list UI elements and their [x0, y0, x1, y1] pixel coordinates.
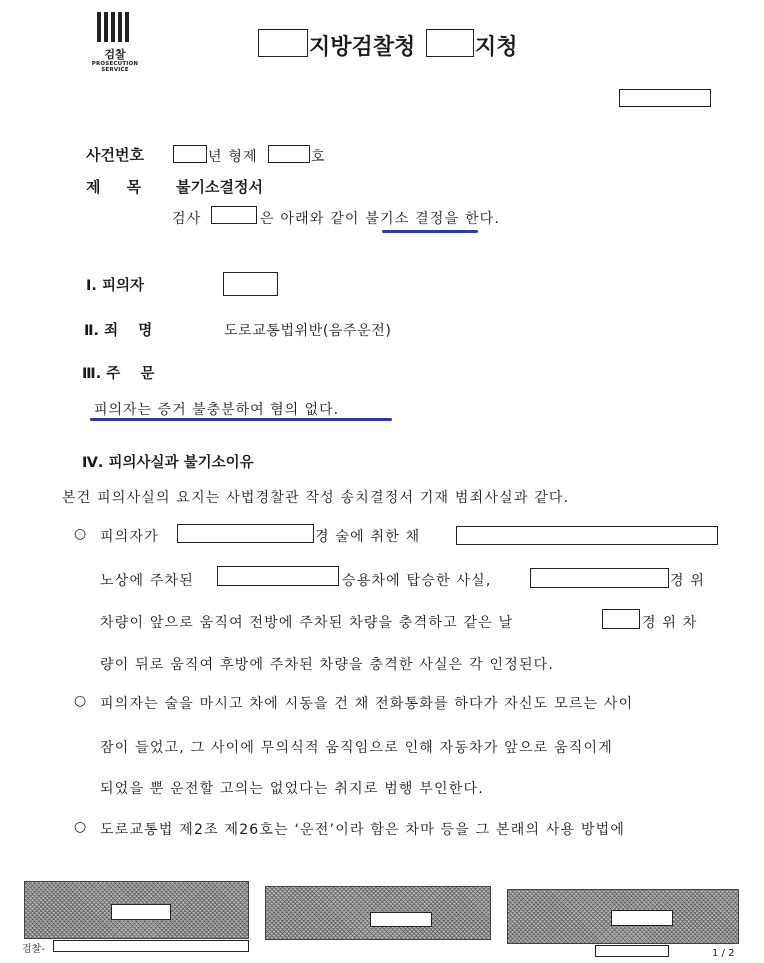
redacted-case-no: [268, 145, 310, 163]
redacted-suspect-name: [223, 272, 278, 296]
p2-text-b: 잠이 들었고, 그 사이에 무의식적 움직임으로 인해 자동차가 앞으로 움직이게: [100, 740, 613, 756]
redacted-doc-id: [619, 89, 711, 107]
seal-stamp-2: [265, 886, 491, 940]
case-number-label: 사건번호: [86, 146, 144, 164]
intro-paragraph: 본건 피의사실의 요지는 사법경찰관 작성 송치결정서 기재 범죄사실과 같다.: [62, 490, 570, 506]
decision-line: 은 아래와 같이 불기소 결정을 한다.: [260, 211, 501, 227]
prosecutor-label: 검사: [172, 211, 202, 227]
p1-text-b: 경 술에 취한 채: [315, 529, 421, 545]
redacted-branch: [426, 29, 474, 57]
p2-text-c: 되었을 뿐 운전할 고의는 없었다는 취지로 범행 부인한다.: [100, 781, 484, 797]
p3-text-a: 도로교통법 제2조 제26호는 ‘운전’이라 함은 차마 등을 그 본래의 사용 방법에: [100, 822, 626, 838]
suspect-heading: Ⅰ. 피의자: [86, 278, 144, 294]
seal-stamp-3: [507, 889, 739, 944]
p2-text-a: 피의자는 술을 마시고 차에 시동을 건 채 전화통화를 하다가 자신도 모르는 사이: [100, 696, 634, 712]
redacted-prosecutor: [211, 206, 257, 224]
order-value: 피의자는 증거 불충분하여 혐의 없다.: [94, 402, 340, 418]
p1-text-h: 량이 뒤로 움직여 후방에 주차된 차량을 충격한 사실은 각 인정된다.: [100, 657, 555, 673]
logo-name-en: PROSECUTION SERVICE: [91, 61, 139, 73]
redacted-year: [173, 145, 207, 163]
redacted-seal-2: [370, 912, 432, 927]
title-district-office: 지방검찰청: [309, 35, 416, 60]
case-year-suffix: 년 형제: [208, 149, 258, 165]
logo-name-ko: 검찰: [104, 48, 126, 61]
redacted-date-1: [177, 524, 314, 543]
footer-prefix: 검찰-: [22, 944, 45, 955]
p1-text-f: 차량이 앞으로 움직여 전방에 주차된 차량을 충격하고 같은 날: [100, 615, 514, 631]
p1-text-c: 노상에 주차된: [100, 573, 194, 589]
redacted-vehicle-1: [217, 566, 339, 586]
order-heading: Ⅲ. 주 문: [82, 366, 155, 382]
seal-stamp-1: [24, 881, 249, 939]
page-number: 1 / 2: [712, 948, 735, 959]
prosecution-logo: [82, 12, 148, 73]
redacted-seal-1: [111, 904, 171, 920]
case-no-suffix: 호: [311, 149, 326, 165]
p1-text-e: 경 위: [670, 573, 706, 589]
charge-value: 도로교통법위반(음주운전): [224, 323, 392, 339]
p1-text-a: 피의자가: [100, 529, 159, 545]
redacted-district: [258, 29, 308, 57]
redacted-seal-3: [611, 910, 673, 926]
decision-highlight-underline: [382, 230, 478, 233]
title-branch: 지청: [475, 35, 518, 60]
redacted-footer-code: [595, 945, 669, 957]
p1-text-g: 경 위 차: [642, 615, 698, 631]
bullet-1: ○: [74, 526, 88, 542]
redacted-location-1: [456, 526, 718, 545]
redacted-time-1: [530, 568, 669, 588]
p1-text-d: 승용차에 탑승한 사실,: [342, 573, 492, 589]
reason-heading: Ⅳ. 피의사실과 불기소이유: [82, 455, 254, 471]
redacted-footer-id: [53, 940, 249, 952]
charge-heading: Ⅱ. 죄 명: [84, 323, 153, 339]
subject-value: 불기소결정서: [176, 178, 263, 196]
logo-bars-icon: [97, 12, 133, 46]
order-highlight-underline: [90, 418, 392, 421]
bullet-3: ○: [74, 819, 88, 835]
subject-label: 제 목: [86, 178, 142, 196]
bullet-2: ○: [74, 693, 88, 709]
redacted-time-2: [602, 609, 640, 629]
